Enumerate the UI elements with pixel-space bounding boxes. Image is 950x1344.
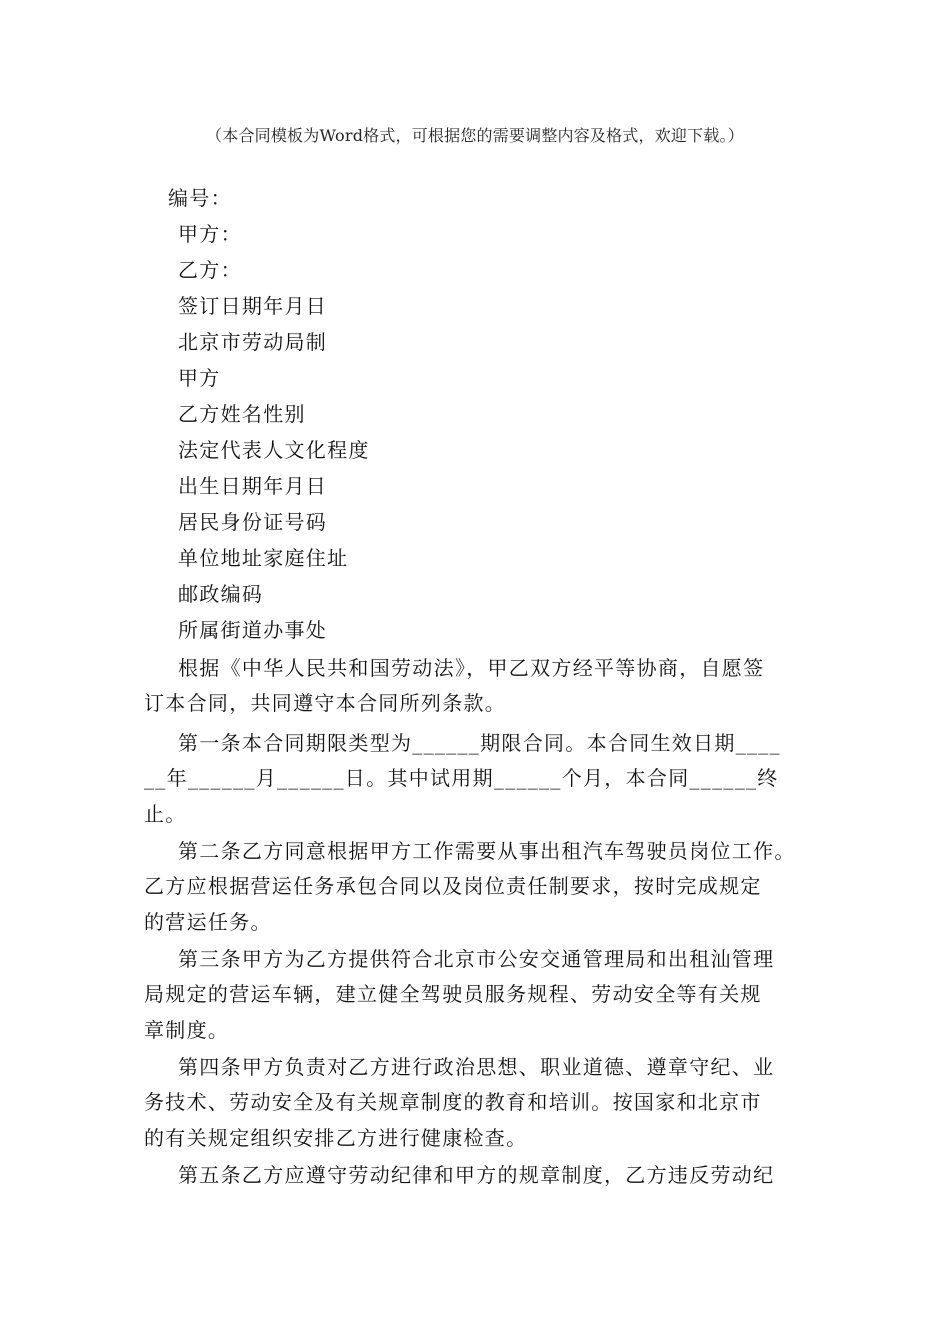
article-2-line-2: 乙方应根据营运任务承包合同以及岗位责任制要求，按时完成规定 [144, 874, 762, 898]
article-5-line-1: 第五条乙方应遵守劳动纪律和甲方的规章制度，乙方违反劳动纪 [178, 1163, 775, 1187]
article-1-line-3: 止。 [144, 802, 187, 826]
template-note: （本合同模板为Word格式，可根据您的需要调整内容及格式，欢迎下载。） [206, 126, 744, 145]
info-field-party-a: 甲方 [178, 366, 221, 390]
article-2-line-1: 第二条乙方同意根据甲方工作需要从事出租汽车驾驶员岗位工作。 [178, 839, 796, 863]
preamble-line-1: 根据《中华人民共和国劳动法》，甲乙双方经平等协商，自愿签 [178, 656, 765, 680]
article-1-line-2: __年______月______日。其中试用期______个月，本合同______终 [144, 766, 779, 790]
article-3-line-2: 局规定的营运车辆，建立健全驾驶员服务规程、劳动安全等有关规 [144, 982, 762, 1006]
info-field-address: 单位地址家庭住址 [178, 546, 349, 570]
article-4-line-2: 务技术、劳动安全及有关规章制度的教育和培训。按国家和北京市 [144, 1090, 762, 1114]
article-1-line-1: 第一条本合同期限类型为______期限合同。本合同生效日期____ [178, 731, 781, 755]
info-field-street-office: 所属街道办事处 [178, 618, 328, 642]
info-field-representative-education: 法定代表人文化程度 [178, 438, 370, 462]
article-4-line-1: 第四条甲方负责对乙方进行政治思想、职业道德、遵章守纪、业 [178, 1055, 775, 1079]
preamble-line-2: 订本合同，共同遵守本合同所列条款。 [144, 691, 507, 715]
info-field-name-gender: 乙方姓名性别 [178, 402, 306, 426]
article-3-line-1: 第三条甲方为乙方提供符合北京市公安交通管理局和出租汕管理 [178, 947, 775, 971]
article-2-line-3: 的营运任务。 [144, 910, 272, 934]
party-b-label: 乙方： [178, 258, 242, 282]
sign-date-label: 签订日期年月日 [178, 294, 328, 318]
info-field-id-number: 居民身份证号码 [178, 510, 328, 534]
contract-number-label: 编号： [168, 186, 232, 210]
article-4-line-3: 的有关规定组织安排乙方进行健康检查。 [144, 1126, 528, 1150]
party-a-label: 甲方： [178, 222, 242, 246]
info-field-postal-code: 邮政编码 [178, 582, 264, 606]
info-field-birth-date: 出生日期年月日 [178, 474, 328, 498]
issuer-label: 北京市劳动局制 [178, 330, 328, 354]
article-3-line-3: 章制度。 [144, 1018, 230, 1042]
